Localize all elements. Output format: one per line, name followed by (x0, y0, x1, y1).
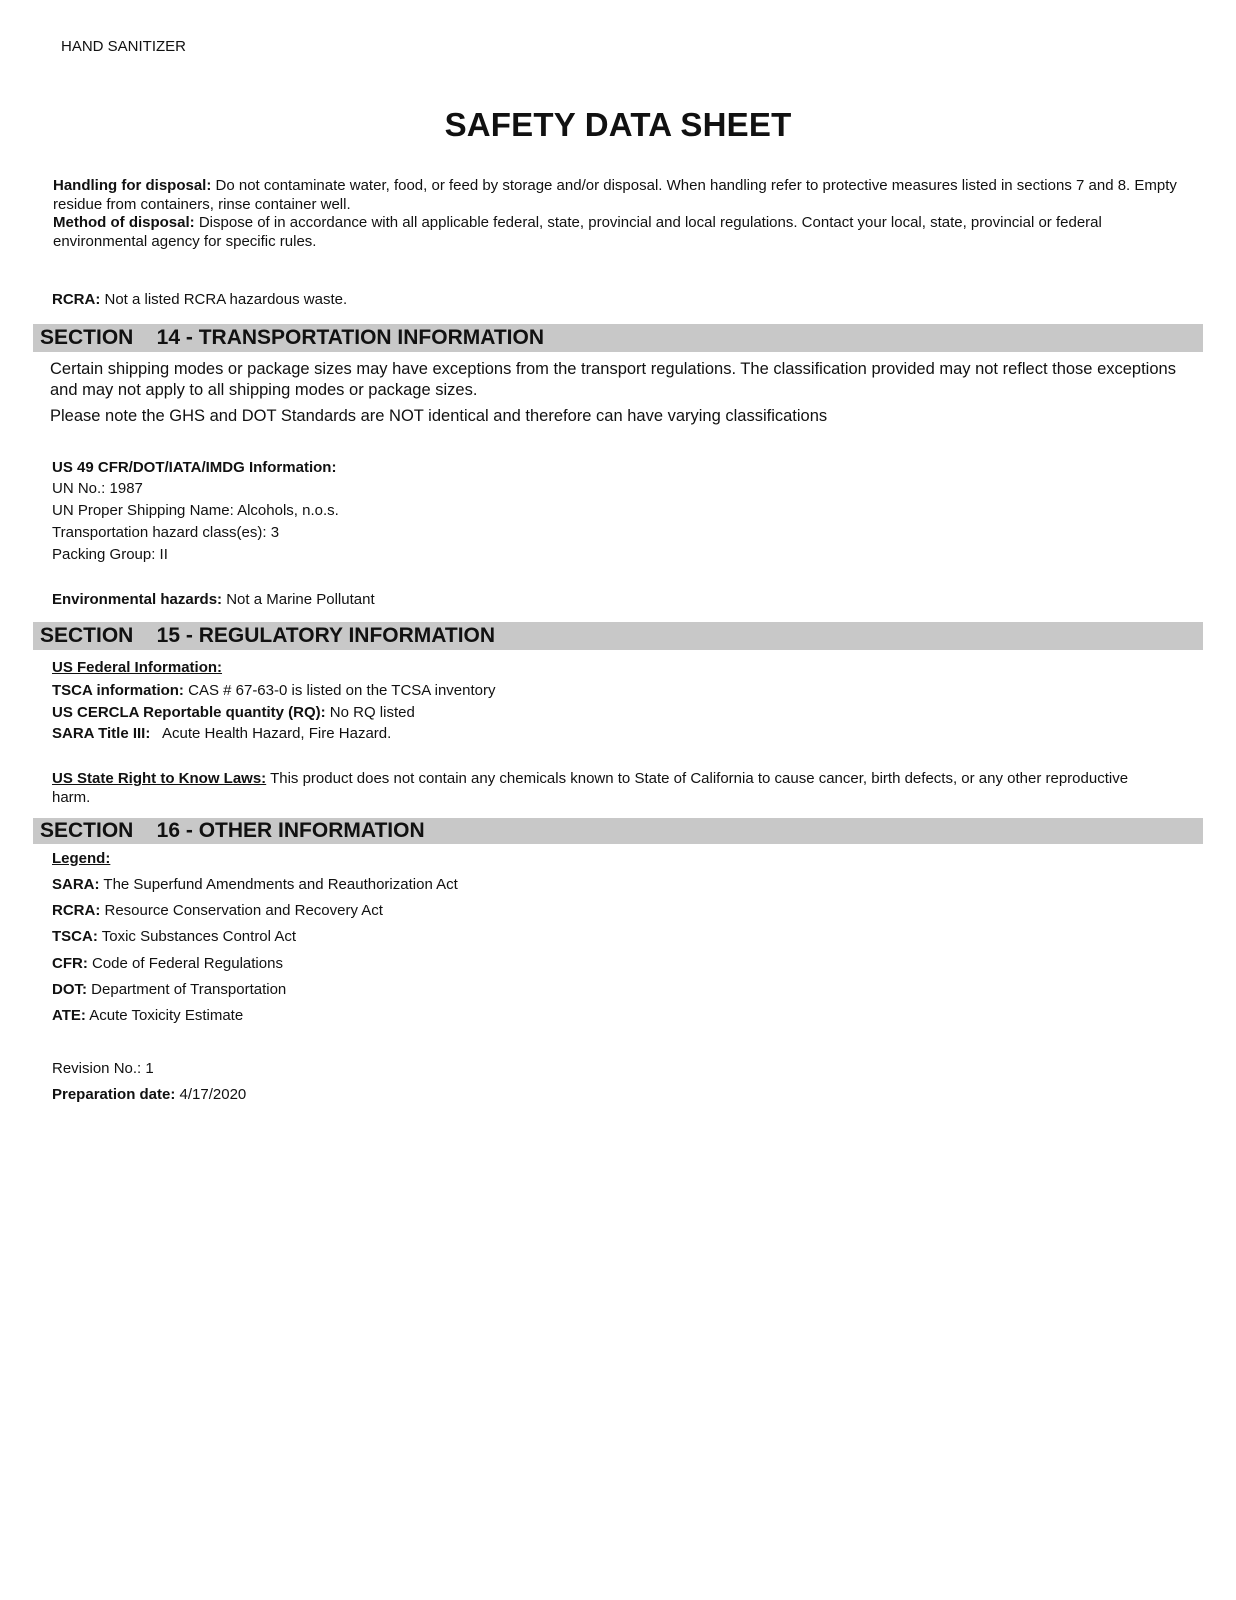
method-text: Dispose of in accordance with all applicable federal, state, provincial and local regulations. Contact your local, state, provincial or federal environmental agency for specific rules. (53, 214, 1102, 250)
rcra-text: Not a listed RCRA hazardous waste. (104, 291, 348, 308)
handling-text: Do not contaminate water, food, or feed by storage and/or disposal. When handling refer to protective measures listed in sections 7 and 8. Empty residue from containers, rinse container well. (53, 177, 1177, 213)
legend-label (52, 850, 110, 867)
transport-exceptions-text: Certain shipping modes or package sizes may have exceptions from the transport regulations. The classification provided may not reflect those exceptions and may not apply to all shipping modes or package sizes. (50, 360, 1176, 399)
legend-abbr: RCRA: (52, 902, 101, 919)
revision-number: Revision No.: 1 (52, 1060, 154, 1077)
legend-item (52, 928, 296, 945)
tsca-label: TSCA information: (52, 682, 184, 699)
legend-abbr: TSCA: (52, 928, 98, 945)
ghs-dot-note: Please note the GHS and DOT Standards are NOT identical and therefore can have varying classifications (50, 407, 828, 425)
prep-date-value: 4/17/2020 (179, 1086, 247, 1103)
tsca-text: CAS # 67-63-0 is listed on the TCSA inventory (188, 682, 496, 699)
preparation-date (52, 1086, 246, 1103)
environmental-hazards (52, 591, 375, 608)
section-15-header (33, 622, 1203, 650)
legend-abbr: DOT: (52, 981, 87, 998)
section-15-title: SECTION 15 - REGULATORY INFORMATION (40, 624, 496, 647)
state-right-to-know (52, 769, 1152, 807)
section-14-title: SECTION 14 - TRANSPORTATION INFORMATION (40, 326, 544, 349)
us-info-heading: US 49 CFR/DOT/IATA/IMDG Information: (52, 459, 337, 476)
product-name-header: HAND SANITIZER (61, 38, 187, 55)
env-text: Not a Marine Pollutant (226, 591, 375, 608)
legend-definition: Acute Toxicity Estimate (89, 1007, 244, 1024)
packing-group: Packing Group: II (52, 546, 168, 563)
cercla-text: No RQ listed (329, 704, 415, 721)
cercla-rq (52, 704, 415, 721)
handling-for-disposal (53, 176, 1193, 214)
legend-item (52, 876, 458, 893)
sara-label: SARA Title III: (52, 725, 151, 742)
cercla-label: US CERCLA Reportable quantity (RQ): (52, 704, 326, 721)
method-of-disposal (53, 213, 1193, 251)
transport-exceptions-note (50, 359, 1200, 401)
state-text: This product does not contain any chemicals known to State of California to cause cancer, birth defects, or any other reproductive harm. (52, 770, 1129, 806)
prep-label: Preparation date: (52, 1086, 176, 1103)
section-14-header (33, 324, 1203, 352)
legend-item (52, 902, 383, 919)
state-label: US State Right to Know Laws: (52, 770, 267, 787)
legend-abbr: ATE: (52, 1007, 86, 1024)
rcra-label: RCRA: (52, 291, 101, 308)
section-16-header (33, 818, 1203, 844)
method-label: Method of disposal: (53, 214, 195, 231)
federal-info-heading: US Federal Information: (52, 659, 223, 676)
legend-item (52, 955, 283, 972)
us-info-label (52, 459, 336, 476)
env-label: Environmental hazards: (52, 591, 223, 608)
legend-abbr: CFR: (52, 955, 88, 972)
hazard-class: Transportation hazard class(es): 3 (52, 524, 280, 541)
tsca-information (52, 682, 496, 699)
legend-item (52, 1007, 243, 1024)
legend-definition: Department of Transportation (91, 981, 287, 998)
handling-label: Handling for disposal: (53, 177, 212, 194)
un-number: UN No.: 1987 (52, 480, 143, 497)
rcra-statement (52, 291, 347, 308)
sara-title-iii (52, 725, 391, 742)
legend-definition: Toxic Substances Control Act (101, 928, 296, 945)
document-title: SAFETY DATA SHEET (444, 106, 792, 143)
legend-abbr: SARA: (52, 876, 100, 893)
legend-definition: Code of Federal Regulations (92, 955, 283, 972)
sara-text: Acute Health Hazard, Fire Hazard. (162, 725, 392, 742)
legend-heading: Legend: (52, 850, 111, 867)
legend-definition: The Superfund Amendments and Reauthorization Act (103, 876, 458, 893)
legend-definition: Resource Conservation and Recovery Act (104, 902, 383, 919)
shipping-name: UN Proper Shipping Name: Alcohols, n.o.s. (52, 502, 339, 519)
section-16-title: SECTION 16 - OTHER INFORMATION (40, 819, 425, 842)
legend-item (52, 981, 286, 998)
federal-info-label (52, 659, 222, 676)
